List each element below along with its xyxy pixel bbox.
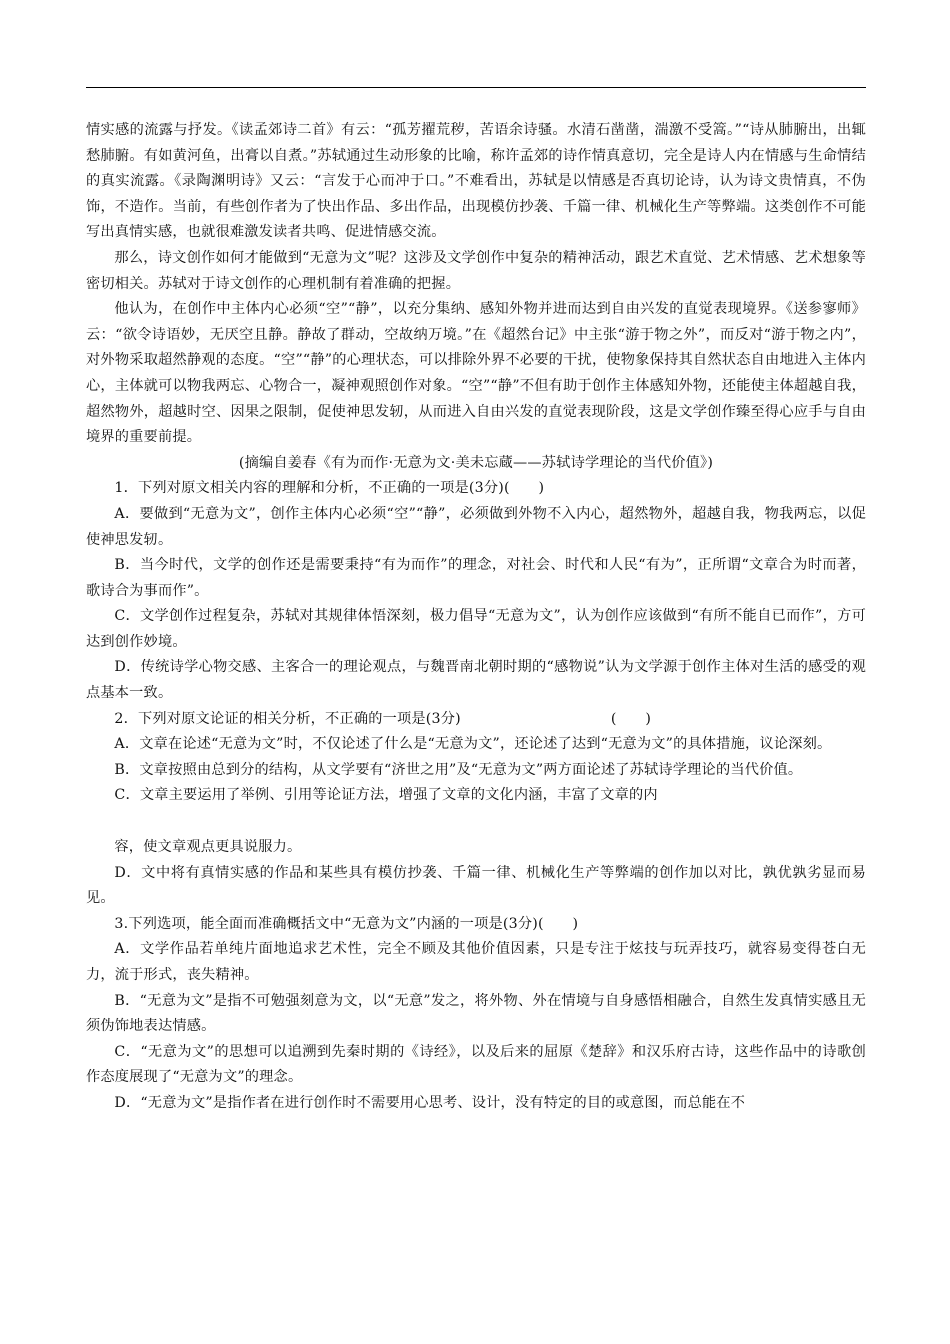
question-1-option-c: C．文学创作过程复杂，苏轼对其规律体悟深刻，极力倡导“无意为文”，认为创作应该做到“有所不能自已而作”，方可达到创作妙境。 (86, 608, 866, 650)
passage-paragraph-1: 情实感的流露与抒发。《读孟郊诗二首》有云：“孤芳擢荒秽，苦语余诗骚。水清石凿凿，湍激不受篙。”“诗从肺腑出，出辄愁肺腑。有如黄河鱼，出膏以自煮。”苏轼通过生动形象的比喻，称许孟郊的诗作情真意切，完全是诗人内在情感与生命情结的真实流露。《录陶渊明诗》又云：“言发于心而冲于口。”不难看出，苏轼是以情感是否真切论诗，认为诗文贵情真，不伪饰，不造作。当前，有些创作者为了快出作品、多出作品，出现模仿抄袭、千篇一律、机械化生产等弊端。这类创作不可能写出真情实感，也就很难激发读者共鸣、促进情感交流。 (86, 122, 866, 241)
page-gap (86, 809, 866, 835)
question-3-option-b: B．“无意为文”是指不可勉强刻意为文，以“无意”发之，将外物、外在情境与自身感悟相融合，自然生发真情实感且无须伪饰地表达情感。 (86, 992, 866, 1035)
answer-bracket: ( ) (504, 480, 545, 497)
passage-paragraph-3: 他认为，在创作中主体内心必须“空”“静”，以充分集纳、感知外物并进而达到自由兴发的直觉表现境界。《送参寥师》云：“欲令诗语妙，无厌空且静。静故了群动，空故纳万境。”在《超然台记》中主张“游于物之外”，而反对“游于物之内”，对外物采取超然静观的态度。“空”“静”的心理状态，可以排除外界不必要的干扰，使物象保持其自然状态自由地进入主体内心，主体就可以物我两忘、心物合一，凝神观照创作对象。“空”“静”不但有助于创作主体感知外物，还能使主体超越自我，超然物外，超越时空、因果之限制，促使神思发轫，从而进入自由兴发的直觉表现阶段，这是文学创作臻至得心应手与自由境界的重要前提。 (86, 301, 866, 446)
question-2-option-a: A．文章在论述“无意为文”时，不仅论述了什么是“无意为文”，还论述了达到“无意为文”的具体措施，议论深刻。 (114, 736, 832, 753)
question-3-option-c: C．“无意为文”的思想可以追溯到先秦时期的《诗经》，以及后来的屈原《楚辞》和汉乐府古诗，这些作品中的诗歌创作态度展现了“无意为文”的理念。 (86, 1043, 866, 1086)
question-1-option-b: B．当今时代，文学的创作还是需要秉持“有为而作”的理念，对社会、时代和人民“有为”，正所谓“文章合为时而著，歌诗合为事而作”。 (86, 557, 866, 599)
passage-source: (摘编自姜春《有为而作·无意为文·美未忘蔵——苏轼诗学理论的当代价值》) (238, 454, 714, 471)
question-1-option-d: D．传统诗学心物交感、主客合一的理论观点，与魏晋南北朝时期的“感物说”认为文学源于创作主体对生活的感受的观点基本一致。 (86, 659, 866, 702)
question-3 (86, 912, 866, 1117)
question-stem (86, 476, 866, 502)
question-2 (86, 707, 866, 912)
question-3-stem: 3.下列选项，能全面而准确概括文中“无意为文”内涵的一项是(3分) (114, 915, 539, 932)
document-body (86, 118, 866, 1117)
question-1-option-a: A．要做到“无意为文”，创作主体内心必须“空”“静”，必须做到外物不入内心，超然物外，超越自我，物我两忘，以促使神思发轫。 (86, 505, 866, 548)
answer-bracket: ( ) (538, 915, 579, 932)
question-3-option-a: A．文学作品若单纯片面地追求艺术性，完全不顾及其他价值因素，只是专注于炫技与玩弄技巧，就容易变得苍白无力，流于形式，丧失精神。 (86, 941, 866, 983)
question-2-option-c: C．文章主要运用了举例、引用等论证方法，增强了文章的文化内涵，丰富了文章的内 (114, 787, 658, 804)
question-1 (86, 476, 866, 706)
answer-bracket: ( ) (610, 710, 652, 727)
question-3-option-d: D．“无意为文”是指作者在进行创作时不需要用心思考、设计，没有特定的目的或意图，而总能在不 (114, 1094, 746, 1111)
question-2-option-b: B．文章按照由总到分的结构，从文学要有“济世之用”及“无意为文”两方面论述了苏轼诗学理论的当代价值。 (114, 761, 803, 778)
header-rule (86, 87, 866, 88)
question-1-stem: 1．下列对原文相关内容的理解和分析，不正确的一项是(3分) (114, 480, 505, 497)
question-stem (86, 707, 866, 733)
question-2-stem: 2．下列对原文论证的相关分析，不正确的一项是(3分) (114, 710, 461, 727)
question-2-option-d: D．文中将有真情实感的作品和某些具有模仿抄袭、千篇一律、机械化生产等弊端的创作加以对比，孰优孰劣显而易见。 (86, 864, 866, 907)
question-stem (86, 912, 866, 938)
passage-paragraph-2: 那么，诗文创作如何才能做到“无意为文”呢？这涉及文学创作中复杂的精神活动，跟艺术直觉、艺术情感、艺术想象等密切相关。苏轼对于诗文创作的心理机制有着准确的把握。 (86, 249, 866, 292)
question-2-option-c-continued: 容，使文章观点更具说服力。 (114, 839, 302, 856)
